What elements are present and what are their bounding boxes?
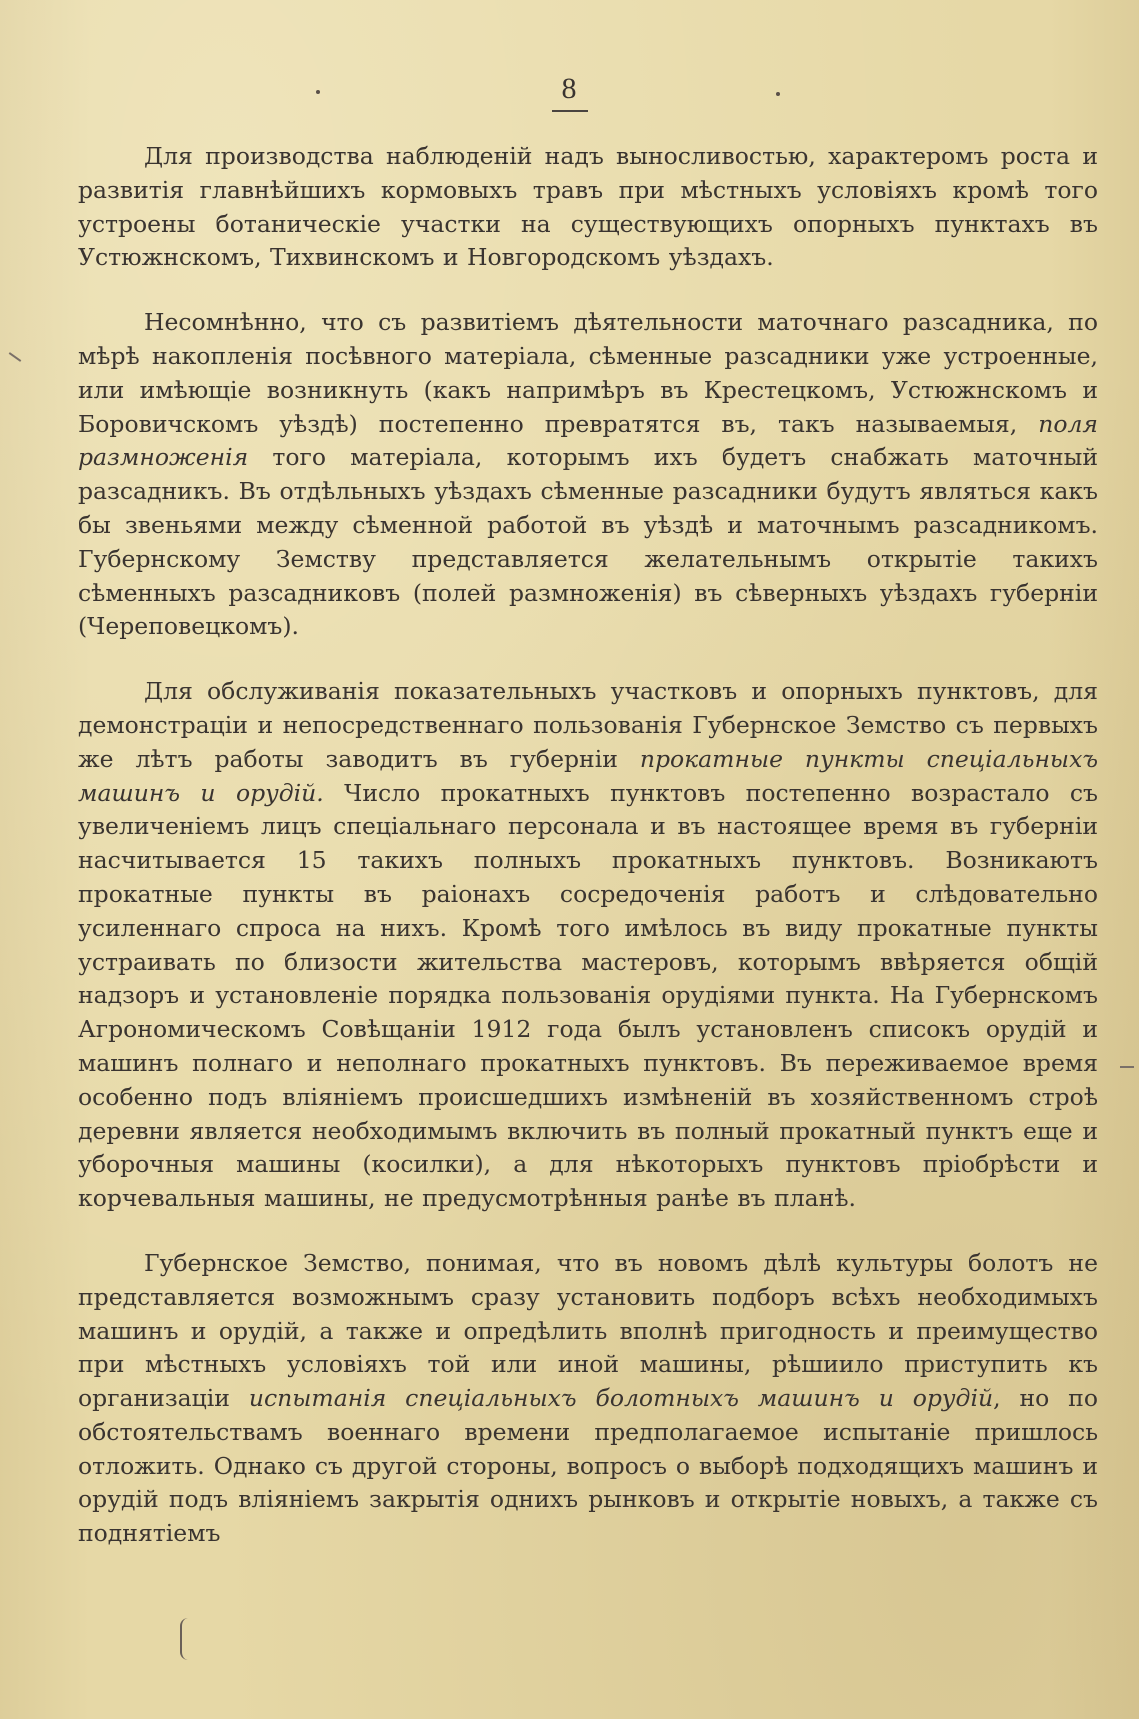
page-number: 8 — [552, 72, 588, 112]
paragraph-text: Число прокатныхъ пунктовъ постепенно возрастало съ увеличеніемъ лицъ спеціальнаго персонала и въ настоящее время въ губерніи насчитывается 15 такихъ полныхъ прокатныхъ пунктовъ. Возникаютъ прокатные пункты въ раіонахъ сосредоченія работъ и слѣдовательно усиленнаго спроса на нихъ. Кромѣ того имѣлось въ виду прокатные пункты устраивать по близости жительства мастеровъ, которымъ ввѣряется общій надзоръ и установленіе порядка пользованія орудіями пункта. На Губернскомъ Агрономическомъ Совѣщаніи 1912 года былъ установленъ списокъ орудій и машинъ полнаго и неполнаго прокатныхъ пунктовъ. Въ переживаемое время особенно подъ вліяніемъ происшедшихъ измѣненій въ хозяйственномъ строѣ деревни является необходимымъ включить въ полный прокатный пунктъ еще и уборочныя машины (косилки), а для нѣкоторыхъ пунктовъ пріобрѣсти и корчевальныя машины, не предусмотрѣнныя ранѣе въ планѣ. — [78, 778, 1098, 1213]
paragraph-text: Несомнѣнно, что съ развитіемъ дѣятельности маточнаго разсадника, по мѣрѣ накопленія посѣвного матеріала, сѣменные разсадники уже устроенные, или имѣющіе возникнуть (какъ напримѣръ въ Крестецкомъ, Устюжнскомъ и Боровичскомъ уѣздѣ) постепенно превратятся въ, такъ называемыя, — [78, 308, 1098, 438]
emphasized-term: поля размноженія — [78, 409, 1098, 472]
paragraph-4 — [78, 1247, 1098, 1551]
paragraph-1 — [78, 140, 1098, 275]
paragraph-text: Для обслуживанія показательныхъ участковъ и опорныхъ пунктовъ, для демонстраціи и непосредственнаго пользованія Губернское Земство съ первыхъ же лѣтъ работы заводитъ въ губерніи — [78, 677, 1098, 773]
paragraph-text: Губернское Земство, понимая, что въ новомъ дѣлѣ культуры болотъ не представляется возможнымъ сразу установить подборъ всѣхъ необходимыхъ машинъ и орудій, а также и опредѣлить вполнѣ пригодность и преимущество при мѣстныхъ условіяхъ той или иной машины, рѣшиило приступить къ организаціи — [78, 1248, 1098, 1413]
paragraph-2 — [78, 306, 1098, 644]
paragraph-3 — [78, 675, 1098, 1216]
body-text — [78, 140, 1098, 1551]
emphasized-term: испытанія спеціальныхъ болотныхъ машинъ и орудій — [248, 1384, 994, 1413]
scan-edge-mark — [9, 352, 22, 362]
pencil-margin-mark — [180, 1618, 192, 1660]
emphasized-term: прокатные пункты спеціальныхъ машинъ и орудій. — [78, 744, 1098, 807]
paragraph-text: того матеріала, которымъ ихъ будетъ снабжать маточный разсадникъ. Въ отдѣльныхъ уѣздахъ сѣменные разсадники будутъ являться какъ бы звеньями между сѣменной работой въ уѣздѣ и маточнымъ разсадникомъ. Губернскому Земству представляется желательнымъ открытіе такихъ сѣменныхъ разсадниковъ (полей размноженія) въ сѣверныхъ уѣздахъ губерніи (Череповецкомъ). — [78, 443, 1098, 641]
paragraph-text: , но по обстоятельствамъ военнаго времени предполагаемое испытаніе пришлось отложить. Однако съ другой стороны, вопросъ о выборѣ подходящихъ машинъ и орудій подъ вліяніемъ закрытія однихъ рынковъ и открытіе новыхъ, а также съ поднятіемъ — [78, 1384, 1098, 1548]
scan-edge-mark — [1120, 1066, 1134, 1068]
paragraph-text: Для производства наблюденій надъ выносливостью, характеромъ роста и развитія главнѣйшихъ кормовыхъ травъ при мѣстныхъ условіяхъ кромѣ того устроены ботаническіе участки на существующихъ опорныхъ пунктахъ въ Устюжнскомъ, Тихвинскомъ и Новгородскомъ уѣздахъ. — [78, 142, 1098, 272]
page-header — [0, 72, 1139, 112]
